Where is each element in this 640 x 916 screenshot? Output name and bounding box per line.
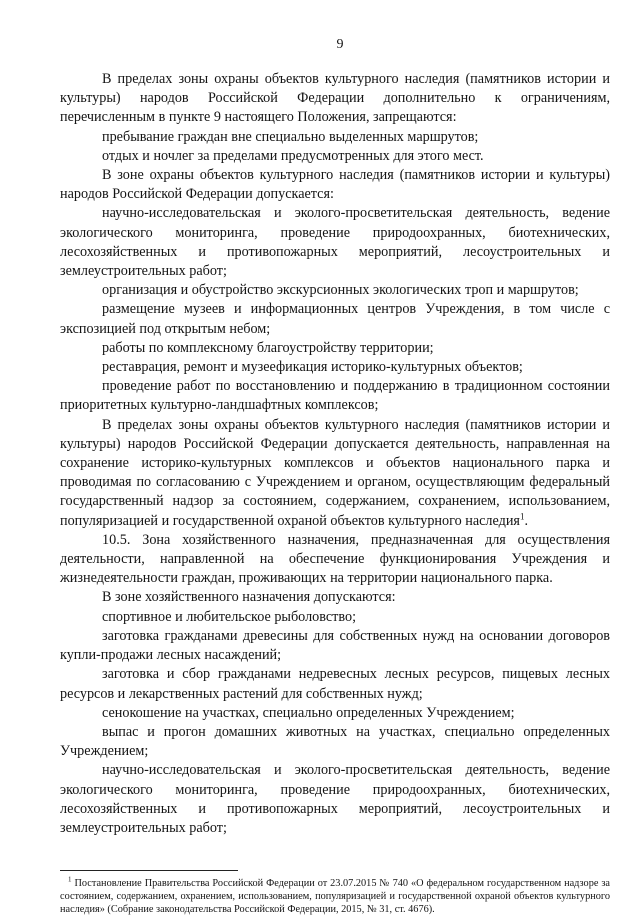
paragraph: В пределах зоны охраны объектов культурного наследия (памятников истории и культуры) народов Российской Федерации дополнительно к ограничениям, перечисленным в пункте 9 настоящего Положения, запрещаются: xyxy=(60,71,610,126)
paragraph: пребывание граждан вне специально выделенных маршрутов; xyxy=(102,128,479,145)
paragraph: В зоне хозяйственного назначения допускаются: xyxy=(102,589,396,606)
paragraph-text: В пределах зоны охраны объектов культурного наследия (памятников истории и культуры) народов Российской Федерации допускается деятельность, направленная на сохранение историко-культурных комплексов и объектов национального парка и проводимая по согласованию с Учреждением и органом, осуществляющим федеральный государственный надзор за состоянием, содержанием, сохранением, использованием, популяризацией и государственной охраной объектов культурного наследия xyxy=(60,416,610,529)
paragraph: научно-исследовательская и эколого-просветительская деятельность, ведение экологического мониторинга, проведение природоохранных, биотехнических, лесохозяйственных и противопожарных мероприятий, лесоустроительных и землеустроительных работ; xyxy=(60,205,610,280)
footnote-marker: 1 xyxy=(68,875,72,884)
paragraph: заготовка и сбор гражданами недревесных лесных ресурсов, пищевых лесных ресурсов и лекарственных растений для собственных нужд; xyxy=(60,666,610,702)
footnote-divider xyxy=(60,870,238,871)
paragraph: реставрация, ремонт и музеефикация историко-культурных объектов; xyxy=(102,359,523,376)
paragraph: размещение музеев и информационных центров Учреждения, в том числе с экспозицией под открытым небом; xyxy=(60,301,610,337)
page-number: 9 xyxy=(336,37,344,52)
paragraph: заготовка гражданами древесины для собственных нужд на основании договоров купли-продажи лесных насаждений; xyxy=(60,627,610,664)
document-body xyxy=(60,70,610,838)
paragraph: спортивное и любительское рыболовство; xyxy=(102,608,357,625)
paragraph: 10.5. Зона хозяйственного назначения, предназначенная для осуществления деятельности, направленной на обеспечение функционирования Учреждения и жизнедеятельности граждан, проживающих на территории национального парка. xyxy=(60,531,610,587)
paragraph: работы по комплексному благоустройству территории; xyxy=(102,339,434,356)
paragraph: В зоне охраны объектов культурного наследия (памятников истории и культуры) народов Российской Федерации допускается: xyxy=(60,167,610,203)
paragraph-with-footnote xyxy=(60,416,610,531)
footnote-reference: 1 xyxy=(519,510,525,521)
footnote-text: Постановление Правительства Российской Федерации от 23.07.2015 № 740 «О федеральном государственном надзоре за состоянием, содержанием, охранением, использованием, популяризацией и государственной охраной объектов культурного наследия» (Собрание законодательства Российской Федерации, 2015, № 31, ст. 4676). xyxy=(60,878,611,916)
paragraph: организация и обустройство экскурсионных экологических троп и маршрутов; xyxy=(102,282,579,299)
paragraph: научно-исследовательская и эколого-просветительская деятельность, ведение экологического мониторинга, проведение природоохранных, биотехнических, лесохозяйственных и противопожарных мероприятий, лесоустроительных и землеустроительных работ; xyxy=(60,762,610,836)
paragraph: проведение работ по восстановлению и поддержанию в традиционном состоянии приоритетных культурно-ландшафтных комплексов; xyxy=(60,378,610,414)
paragraph: отдых и ночлег за пределами предусмотренных для этого мест. xyxy=(102,147,484,164)
paragraph: сенокошение на участках, специально определенных Учреждением; xyxy=(102,704,515,721)
paragraph: выпас и прогон домашних животных на участках, специально определенных Учреждением; xyxy=(60,723,610,760)
paragraph-end-punctuation: . xyxy=(524,512,528,529)
footnote xyxy=(60,877,610,916)
